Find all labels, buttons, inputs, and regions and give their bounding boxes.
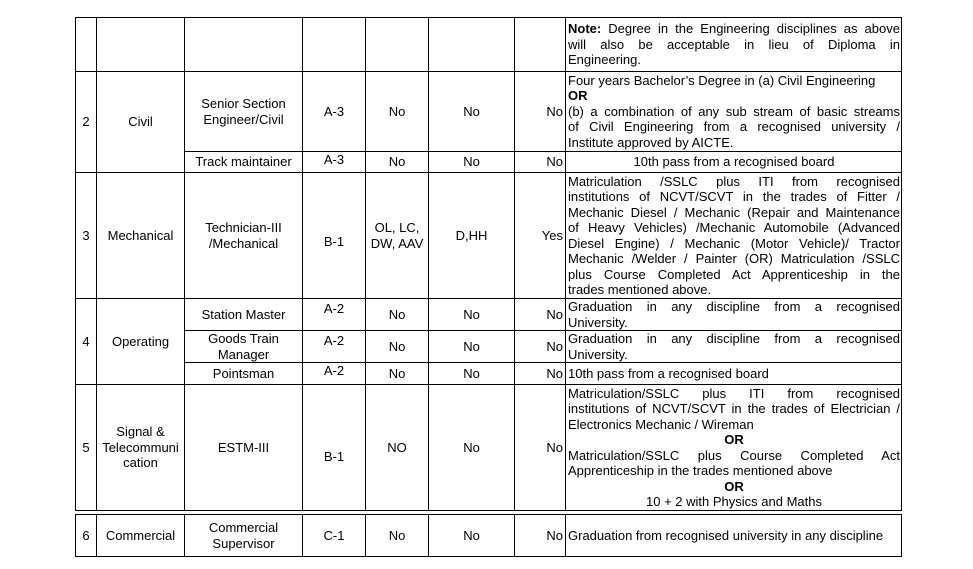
post-line: Goods Train: [208, 331, 279, 346]
qualification-line: 10th pass from a recognised board: [633, 154, 835, 170]
qualification-cell: [566, 18, 902, 72]
col-b-cell: No: [429, 299, 515, 331]
col-c-cell: [515, 18, 566, 72]
post-cell: Station Master: [185, 299, 303, 331]
sno-cell: 3: [76, 173, 97, 299]
qualification-line: Four years Bachelor’s Degree in (a) Civil Engineering: [568, 72, 876, 88]
qualification-line: institutions of NCVT/SCVT in the trades of Electrician /: [568, 401, 900, 416]
post-cell: Track maintainer: [185, 152, 303, 173]
col-a-cell: No: [366, 152, 429, 173]
post-line: Engineer/Civil: [203, 111, 284, 127]
level-cell: A-2: [303, 363, 366, 385]
post-line: Manager: [217, 346, 270, 362]
level-cell: [303, 173, 366, 299]
level-value: A-2: [323, 333, 345, 348]
level-value: B-1: [323, 233, 345, 249]
col-b-cell: No: [429, 331, 515, 363]
qualification-cell: [566, 331, 902, 363]
col-a-line: DW, AAV: [370, 235, 424, 251]
qualification-line: Electronics Mechanic / Wireman: [568, 416, 754, 432]
sno-cell: 6: [76, 515, 97, 557]
department-cell: Mechanical: [97, 173, 185, 299]
department-line: Telecommuni: [102, 439, 179, 455]
post-cell: ESTM-III: [185, 385, 303, 511]
level-cell: [303, 385, 366, 511]
level-cell: C-1: [303, 515, 366, 557]
note-text: will also be acceptable in lieu of Diploma in: [568, 36, 900, 52]
qualification-line: Diesel Engine) / Mechanic (Motor Vehicle)/ Tractor: [568, 235, 900, 251]
col-c-cell: No: [515, 299, 566, 331]
department-cell: [97, 18, 185, 72]
eligibility-table: [75, 17, 902, 557]
col-c-cell: No: [515, 363, 566, 385]
qualification-line: Matriculation /SSLC plus ITI from recognised: [568, 173, 900, 189]
department-cell: Operating: [97, 299, 185, 385]
note-text: Degree in the Engineering disciplines as above: [608, 21, 900, 37]
post-line: Technician-III: [205, 220, 282, 235]
col-b-cell: No: [429, 363, 515, 385]
qualification-line: 10 + 2 with Physics and Maths: [646, 494, 822, 509]
qualification-line: Graduation in any discipline from a recognised: [568, 299, 900, 314]
col-a-cell: [366, 173, 429, 299]
sno-cell: 5: [76, 385, 97, 511]
col-c-cell: No: [515, 515, 566, 557]
level-value: B-1: [323, 448, 345, 464]
level-cell: A-3: [303, 152, 366, 173]
qualification-cell: [566, 385, 902, 511]
table-row-mechanical: [76, 173, 902, 299]
col-a-cell: No: [366, 299, 429, 331]
col-c-cell: Yes: [515, 173, 566, 299]
qualification-line: Mechanic /Welder / Painter (OR) Matriculation /SSLC: [568, 251, 900, 266]
table-row-operating-pointsman: [76, 363, 902, 385]
sno-cell: [76, 18, 97, 72]
col-a-cell: No: [366, 331, 429, 363]
col-c-cell: No: [515, 385, 566, 511]
post-cell: [185, 515, 303, 557]
post-cell: [185, 18, 303, 72]
qualification-line: Matriculation/SSLC plus Course Completed Act: [568, 447, 900, 463]
col-a-cell: No: [366, 72, 429, 152]
sno-cell: 2: [76, 72, 97, 173]
qualification-line: Mechanic Diesel / Mechanic (Repair and Maintenance: [568, 204, 900, 220]
department-cell: [97, 385, 185, 511]
level-cell: A-3: [303, 72, 366, 152]
qualification-line: institutions of NCVT/SCVT in the trades of Fitter /: [568, 189, 900, 204]
col-a-line: OL, LC,: [374, 220, 420, 235]
qualification-line: 10th pass from a recognised board: [568, 365, 769, 381]
qualification-line: Apprenticeship in the trades mentioned above: [568, 463, 833, 478]
qualification-line: (b) a combination of any sub stream of basic streams: [568, 103, 900, 119]
qualification-cell: [566, 152, 902, 173]
post-cell: [185, 173, 303, 299]
col-b-cell: No: [429, 515, 515, 557]
table-row-continuation: [76, 18, 902, 72]
department-cell: Commercial: [97, 515, 185, 557]
qualification-cell: [566, 173, 902, 299]
post-cell: [185, 72, 303, 152]
post-line: Supervisor: [212, 535, 275, 551]
department-cell: Civil: [97, 72, 185, 173]
qualification-line: Graduation from recognised university in any discipline: [568, 527, 884, 543]
col-a-cell: No: [366, 363, 429, 385]
col-a-cell: No: [366, 515, 429, 557]
qualification-line: trades mentioned above.: [568, 282, 712, 297]
qualification-line: Graduation in any discipline from a recognised: [568, 331, 900, 346]
qualification-line: of Heavy Vehicles) /Mechanic Automobile (Advanced: [568, 220, 900, 235]
qualification-cell: [566, 363, 902, 385]
note-label: Note:: [568, 21, 602, 37]
table-row-civil-sse: [76, 72, 902, 152]
table-row-operating-sm: [76, 299, 902, 331]
post-line: Commercial: [208, 520, 279, 535]
sno-cell: 4: [76, 299, 97, 385]
qualification-line: OR: [724, 478, 744, 494]
col-c-cell: No: [515, 72, 566, 152]
qualification-cell: [566, 72, 902, 152]
qualification-line: Institute approved by AICTE.: [568, 134, 734, 150]
col-a-cell: [366, 18, 429, 72]
department-line: Signal &: [116, 424, 165, 440]
col-c-cell: No: [515, 152, 566, 173]
department-line: cation: [123, 455, 158, 471]
qualification-line: OR: [724, 432, 744, 447]
post-line: /Mechanical: [208, 235, 279, 251]
table-row-operating-gtm: [76, 331, 902, 363]
level-value: A-2: [323, 301, 345, 316]
qualification-cell: [566, 299, 902, 331]
qualification-line: plus Course Completed Act Apprenticeship in the: [568, 266, 900, 282]
table-row-civil-track: [76, 152, 902, 173]
col-b-cell: No: [429, 152, 515, 173]
post-cell: [185, 331, 303, 363]
post-line: Senior Section: [201, 96, 286, 111]
level-cell: [303, 299, 366, 331]
table-row-signal: [76, 385, 902, 511]
col-b-cell: No: [429, 72, 515, 152]
table-row-commercial: [76, 515, 902, 557]
qualification-line: University.: [568, 346, 628, 362]
qualification-line: OR: [568, 88, 588, 104]
col-b-cell: No: [429, 385, 515, 511]
col-b-cell: D,HH: [429, 173, 515, 299]
qualification-line: of Civil Engineering from a recognised university /: [568, 119, 900, 135]
col-c-cell: No: [515, 331, 566, 363]
col-a-cell: NO: [366, 385, 429, 511]
level-cell: [303, 331, 366, 363]
qualification-line: Matriculation/SSLC plus ITI from recognised: [568, 385, 900, 401]
post-cell: Pointsman: [185, 363, 303, 385]
note-text: Engineering.: [568, 52, 641, 68]
col-b-cell: [429, 18, 515, 72]
level-cell: [303, 18, 366, 72]
qualification-cell: [566, 515, 902, 557]
qualification-line: University.: [568, 314, 628, 330]
